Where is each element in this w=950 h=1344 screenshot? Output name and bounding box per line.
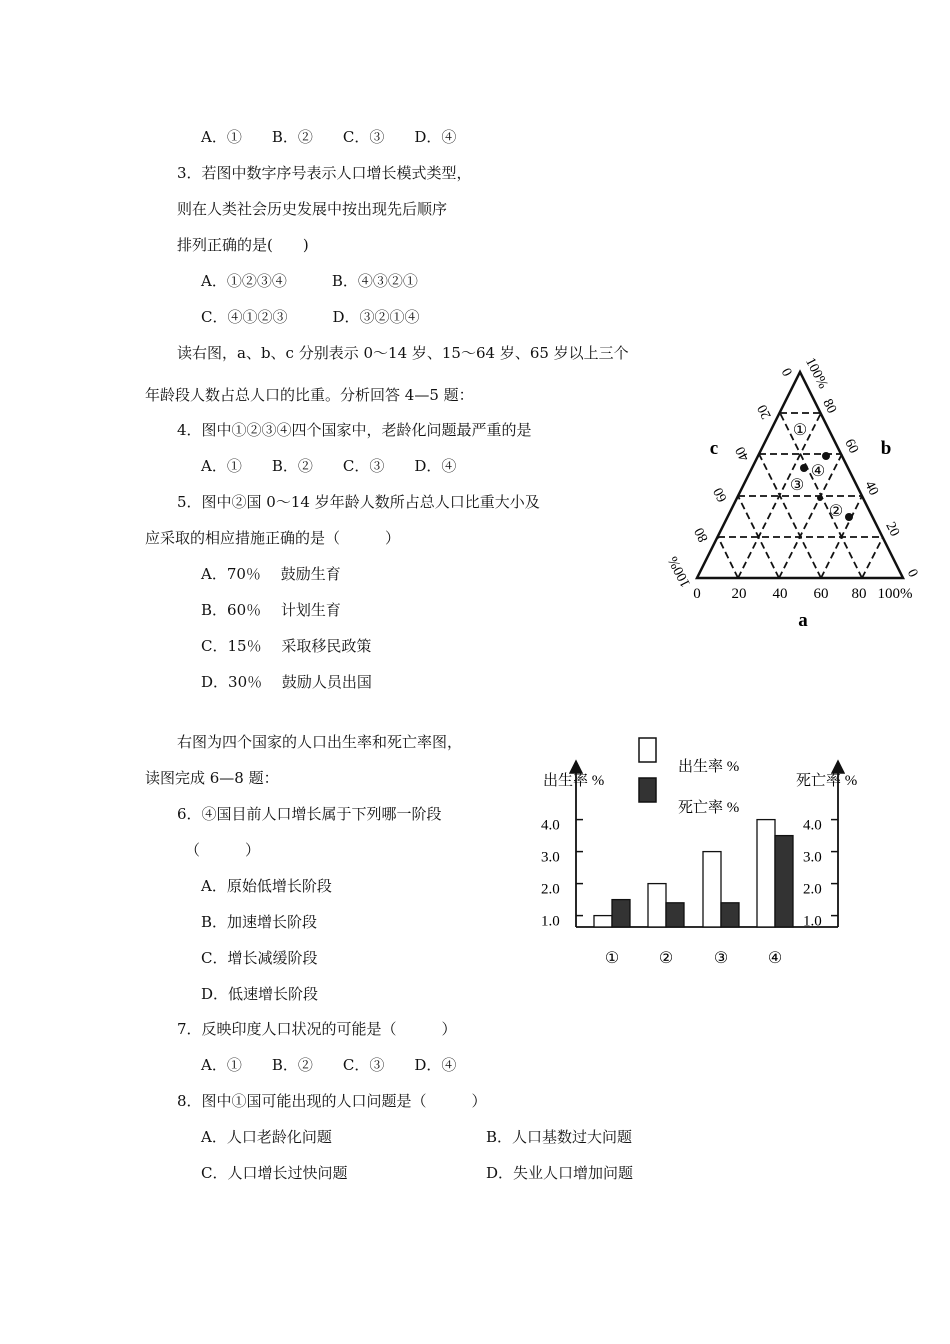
x-category-label: ④ [767,950,783,967]
q8-stem: 8．图中①国可能出现的人口问题是（ ） [177,1092,487,1110]
q6-option-c: C．增长减缓阶段 [201,949,318,967]
q5-option-a: A．70％ 鼓励生育 [201,565,341,583]
q6-paren: （ ） [185,841,261,859]
q6-option-d: D．低速增长阶段 [201,985,319,1003]
ternary-bottom-tick: 40 [772,586,788,602]
ternary-right-tick: 100% [802,355,831,392]
q6-stem: 6．④国目前人口增长属于下列哪一阶段 [177,805,442,823]
ternary-bottom-tick: 80 [851,586,867,602]
q6-option-a: A．原始低增长阶段 [201,877,332,895]
ternary-axis-a: a [798,610,808,631]
ternary-bottom-tick: 60 [813,586,829,602]
ternary-point-1 [822,452,830,460]
y-tick-label-left: 3.0 [541,849,560,866]
q5-stem-2: 应采取的相应措施正确的是（ ） [145,529,401,547]
y-axis-left-title: 出生率 % [543,773,605,789]
legend-swatch-birth [639,738,656,762]
ternary-left-tick: 0 [779,365,797,379]
y-tick-label-right: 1.0 [803,913,822,930]
ternary-right-tick: 0 [903,566,921,580]
q5-stem-1: 5．图中②国 0～14 岁年龄人数所占总人口比重大小及 [177,493,540,511]
ternary-left-tick: 20 [755,401,775,422]
legend-label-death: 死亡率 % [678,800,740,816]
legend-label-birth: 出生率 % [678,759,740,775]
q7-options: A．① B．② C．③ D．④ [201,1056,457,1074]
bar-death-rate [775,836,793,927]
x-category-label: ② [658,950,674,967]
q8-option-b: B．人口基数过大问题 [486,1128,633,1146]
ternary-point-label: ① [792,422,808,439]
q7-stem: 7．反映印度人口状况的可能是（ ） [177,1020,457,1038]
ternary-right-tick: 60 [841,436,861,457]
y-tick-label-left: 4.0 [541,817,560,834]
intro-6-8-line1: 右图为四个国家的人口出生率和死亡率图， [177,733,463,751]
q6-option-b: B．加速增长阶段 [201,913,318,931]
intro-6-8-line2: 读图完成 6—8 题： [145,769,279,787]
ternary-bottom-tick: 0 [693,586,701,602]
x-category-label: ③ [713,950,729,967]
ternary-right-tick: 80 [819,396,839,417]
bar-death-rate [666,903,684,927]
ternary-right-tick: 40 [861,478,881,499]
birth-death-rate-chart [530,725,870,975]
triangle-outline [697,372,903,578]
y-tick-label-left: 2.0 [541,881,560,898]
y-tick-label-right: 4.0 [803,817,822,834]
ternary-point-label: ④ [810,463,826,480]
q4-options: A．① B．② C．③ D．④ [201,457,457,475]
q4-stem: 4．图中①②③④四个国家中，老龄化问题最严重的是 [177,421,532,439]
q8-option-a: A．人口老龄化问题 [201,1128,332,1146]
y-tick-label-right: 3.0 [803,849,822,866]
q8-option-d: D．失业人口增加问题 [486,1164,634,1182]
ternary-axis-c: c [709,438,719,459]
y-axis-right-title: 死亡率 % [796,773,858,789]
ternary-left-tick: 80 [692,524,712,545]
intro-4-5-line1: 读右图，a、b、c 分别表示 0～14 岁、15～64 岁、65 岁以上三个 [177,344,629,362]
q5-option-b: B．60％ 计划生育 [201,601,341,619]
legend-swatch-death [639,778,656,802]
ternary-bottom-tick: 100% [877,586,913,602]
y-tick-label-right: 2.0 [803,881,822,898]
ternary-point-2 [845,513,853,521]
bar-birth-rate [757,820,775,927]
q2-options: A．① B．② C．③ D．④ [201,128,457,146]
intro-4-5-line2: 年龄段人数占总人口的比重。分析回答 4—5 题： [145,386,474,404]
q3-stem-1: 3．若图中数字序号表示人口增长模式类型， [177,164,472,182]
y-tick-label-left: 1.0 [541,913,560,930]
ternary-bottom-tick: 20 [731,586,747,602]
ternary-point-label: ② [828,503,844,520]
q3-stem-2: 则在人类社会历史发展中按出现先后顺序 [177,200,448,218]
bar-birth-rate [703,852,721,927]
q5-option-d: D．30％ 鼓励人员出国 [201,673,372,691]
ternary-left-tick: 100% [665,553,694,590]
q3-options-ab: A．①②③④ B．④③②① [201,272,418,290]
ternary-point-4 [800,464,808,472]
q5-option-c: C．15％ 采取移民政策 [201,637,372,655]
ternary-axis-b: b [880,438,892,459]
bar-death-rate [612,900,630,927]
q8-option-c: C．人口增长过快问题 [201,1164,348,1182]
ternary-point-3 [817,495,823,501]
bar-birth-rate [594,916,612,927]
ternary-right-tick: 20 [882,519,902,540]
q3-options-cd: C．④①②③ D．③②①④ [201,308,420,326]
ternary-age-diagram [660,345,940,635]
bar-birth-rate [648,884,666,927]
x-category-label: ① [604,950,620,967]
ternary-left-tick: 60 [711,484,731,505]
q3-stem-3: 排列正确的是( ) [177,236,309,254]
bar-death-rate [721,903,739,927]
ternary-point-label: ③ [789,477,805,494]
ternary-left-tick: 40 [733,443,753,464]
